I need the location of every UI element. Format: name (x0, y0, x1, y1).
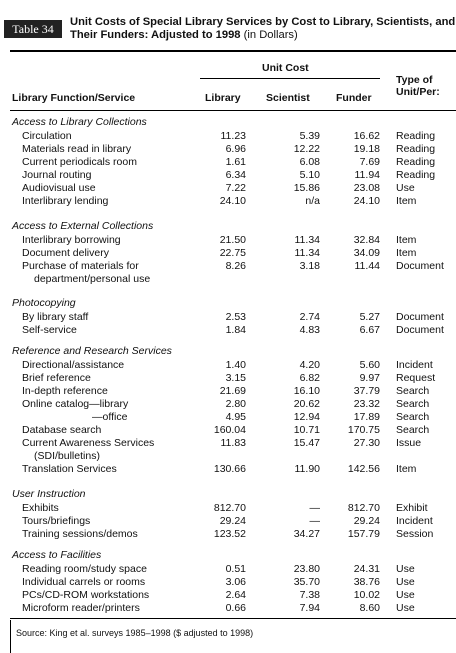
funder-cost: 5.27 (359, 311, 380, 323)
service-label: Current Awareness Services (22, 437, 155, 449)
unit-type: Issue (396, 437, 422, 449)
funder-cost: 6.67 (359, 324, 380, 336)
funder-cost: 11.94 (354, 169, 380, 181)
scientist-cost: 11.90 (294, 463, 320, 475)
unit-type: Search (396, 398, 430, 410)
section-heading: User Instruction (12, 488, 86, 500)
unit-type: Document (396, 324, 444, 336)
table-row (0, 398, 456, 411)
funder-cost: 7.69 (359, 156, 380, 168)
table-header (0, 0, 456, 44)
library-cost: 6.96 (225, 143, 246, 155)
service-label-continuation: department/personal use (34, 273, 151, 285)
library-cost: 1.40 (225, 359, 246, 371)
source-left-rule (10, 620, 11, 653)
unit-type: Item (396, 247, 417, 259)
service-label: Journal routing (22, 169, 92, 181)
section-heading: Access to Facilities (12, 549, 102, 561)
bottom-rule (10, 618, 456, 619)
library-cost: 21.69 (219, 385, 246, 397)
unit-type: Use (396, 563, 415, 575)
scientist-cost: 3.18 (299, 260, 320, 272)
table-row (0, 195, 456, 208)
scientist-cost: — (309, 502, 320, 514)
service-label: Tours/briefings (22, 515, 91, 527)
funder-cost: 142.56 (347, 463, 380, 475)
unit-type: Incident (396, 359, 433, 371)
unit-type: Reading (396, 156, 436, 168)
section-heading: Reference and Research Services (12, 345, 172, 357)
scientist-cost: 23.80 (293, 563, 320, 575)
table-row (0, 260, 456, 273)
funder-cost: 17.89 (353, 411, 380, 423)
scientist-cost: 11.34 (294, 234, 320, 246)
service-label: Individual carrels or rooms (22, 576, 146, 588)
table-title-units: (in Dollars) (243, 29, 298, 41)
service-label: Brief reference (22, 372, 91, 384)
funder-cost: 38.76 (353, 576, 380, 588)
col-function-header: Library Function/Service (12, 92, 136, 104)
scientist-cost: 15.47 (293, 437, 320, 449)
table-row (0, 437, 456, 450)
funder-cost: 37.79 (353, 385, 380, 397)
col-library-header: Library (205, 92, 241, 104)
library-cost: 22.75 (219, 247, 246, 259)
table-row (0, 589, 456, 602)
scientist-cost: 34.27 (293, 528, 320, 540)
table-row (0, 234, 456, 247)
scientist-cost: 16.10 (293, 385, 320, 397)
header-rule (10, 110, 456, 111)
scientist-cost: 6.82 (299, 372, 320, 384)
unit-type: Exhibit (396, 502, 428, 514)
service-label: Online catalog—library (22, 398, 129, 410)
service-label: Interlibrary borrowing (22, 234, 121, 246)
funder-cost: 34.09 (353, 247, 380, 259)
scientist-cost: — (309, 515, 320, 527)
table-row (0, 143, 456, 156)
section-heading: Access to External Collections (12, 220, 154, 232)
funder-cost: 24.10 (353, 195, 380, 207)
library-cost: 1.61 (225, 156, 246, 168)
col-type-header-line1: Type of (396, 74, 433, 86)
unit-type: Use (396, 182, 415, 194)
service-label-continuation: (SDI/bulletins) (34, 450, 100, 462)
table-row (0, 515, 456, 528)
funder-cost: 27.30 (353, 437, 380, 449)
scientist-cost: 2.74 (299, 311, 320, 323)
table-row (0, 602, 456, 615)
table-row (0, 372, 456, 385)
scientist-cost: n/a (305, 195, 320, 207)
unit-type: Document (396, 311, 444, 323)
funder-cost: 8.60 (359, 602, 380, 614)
table-row (0, 563, 456, 576)
table-row (0, 385, 456, 398)
service-label: Database search (22, 424, 102, 436)
unit-type: Reading (396, 130, 436, 142)
service-label: Training sessions/demos (22, 528, 138, 540)
funder-cost: 19.18 (353, 143, 380, 155)
service-label: Directional/assistance (22, 359, 125, 371)
service-label: Self-service (22, 324, 77, 336)
library-cost: 160.04 (213, 424, 246, 436)
scientist-cost: 4.20 (299, 359, 320, 371)
scientist-cost: 4.83 (299, 324, 320, 336)
table-row (0, 424, 456, 437)
unit-type: Search (396, 411, 430, 423)
funder-cost: 23.08 (353, 182, 380, 194)
table-row (0, 411, 456, 424)
service-label: In-depth reference (22, 385, 108, 397)
scientist-cost: 7.38 (299, 589, 320, 601)
library-cost: 0.51 (225, 563, 246, 575)
funder-cost: 16.62 (353, 130, 380, 142)
library-cost: 0.66 (225, 602, 246, 614)
library-cost: 1.84 (225, 324, 246, 336)
table-row (0, 528, 456, 541)
unit-type: Item (396, 234, 417, 246)
table-number-tag: Table 34 (4, 20, 62, 38)
service-label: Materials read in library (22, 143, 132, 155)
unit-cost-header: Unit Cost (262, 62, 309, 74)
scientist-cost: 15.86 (293, 182, 320, 194)
library-cost: 11.83 (220, 437, 246, 449)
unit-type: Incident (396, 515, 433, 527)
scientist-cost: 35.70 (293, 576, 320, 588)
table-row (0, 502, 456, 515)
unit-type: Search (396, 385, 430, 397)
table-row (0, 130, 456, 143)
scientist-cost: 5.39 (299, 130, 320, 142)
service-label: Audiovisual use (22, 182, 96, 194)
library-cost: 11.23 (220, 130, 246, 142)
unit-cost-underline (200, 78, 380, 79)
col-scientist-header: Scientist (266, 92, 310, 104)
service-label: Purchase of materials for (22, 260, 139, 272)
library-cost: 812.70 (213, 502, 246, 514)
table-row (0, 182, 456, 195)
table-row (0, 169, 456, 182)
table-row (0, 463, 456, 476)
library-cost: 6.34 (225, 169, 246, 181)
library-cost: 24.10 (219, 195, 246, 207)
service-label: Reading room/study space (22, 563, 147, 575)
scientist-cost: 11.34 (294, 247, 320, 259)
unit-type: Document (396, 260, 444, 272)
unit-type: Item (396, 195, 417, 207)
col-type-header-line2: Unit/Per: (396, 86, 440, 98)
scientist-cost: 20.62 (293, 398, 320, 410)
funder-cost: 24.31 (353, 563, 380, 575)
unit-type: Session (396, 528, 434, 540)
service-label: Circulation (22, 130, 72, 142)
col-funder-header: Funder (336, 92, 372, 104)
unit-type: Reading (396, 143, 436, 155)
library-cost: 4.95 (225, 411, 246, 423)
library-cost: 2.53 (225, 311, 246, 323)
top-rule (10, 50, 456, 52)
funder-cost: 5.60 (359, 359, 380, 371)
funder-cost: 29.24 (353, 515, 380, 527)
table-row (0, 359, 456, 372)
funder-cost: 812.70 (347, 502, 380, 514)
unit-type: Use (396, 576, 415, 588)
scientist-cost: 12.22 (293, 143, 320, 155)
library-cost: 3.06 (225, 576, 246, 588)
table-row (0, 247, 456, 260)
library-cost: 7.22 (225, 182, 246, 194)
funder-cost: 157.79 (347, 528, 380, 540)
service-label: Translation Services (22, 463, 117, 475)
funder-cost: 11.44 (354, 260, 380, 272)
source-note: Source: King et al. surveys 1985–1998 ($ adjusted to 1998) (16, 628, 254, 638)
unit-type: Use (396, 602, 415, 614)
scientist-cost: 5.10 (299, 169, 320, 181)
unit-type: Use (396, 589, 415, 601)
service-label: By library staff (22, 311, 89, 323)
scientist-cost: 12.94 (293, 411, 320, 423)
library-cost: 130.66 (213, 463, 246, 475)
service-label: Exhibits (22, 502, 59, 514)
scientist-cost: 10.71 (293, 424, 320, 436)
funder-cost: 10.02 (353, 589, 380, 601)
service-label: PCs/CD-ROM workstations (22, 589, 150, 601)
library-cost: 29.24 (219, 515, 246, 527)
library-cost: 123.52 (213, 528, 246, 540)
funder-cost: 9.97 (359, 372, 380, 384)
funder-cost: 32.84 (353, 234, 380, 246)
table-row (0, 156, 456, 169)
library-cost: 21.50 (219, 234, 246, 246)
library-cost: 3.15 (225, 372, 246, 384)
section-heading: Access to Library Collections (12, 116, 147, 128)
service-label: Current periodicals room (22, 156, 137, 168)
section-heading: Photocopying (12, 297, 76, 309)
table-title-main: Unit Costs of Special Library Services by Cost to Library, Scientists, and Their Funders: Adjusted to 1998 (70, 16, 456, 41)
table-row (0, 324, 456, 337)
unit-type: Search (396, 424, 430, 436)
unit-type: Item (396, 463, 417, 475)
service-label: Document delivery (22, 247, 109, 259)
library-cost: 8.26 (225, 260, 246, 272)
service-label: Microform reader/printers (22, 602, 140, 614)
service-label: —office (92, 411, 128, 423)
library-cost: 2.80 (225, 398, 246, 410)
funder-cost: 170.75 (347, 424, 380, 436)
library-cost: 2.64 (225, 589, 246, 601)
table-row (0, 311, 456, 324)
table-row (0, 576, 456, 589)
unit-type: Reading (396, 169, 436, 181)
funder-cost: 23.32 (353, 398, 380, 410)
service-label: Interlibrary lending (22, 195, 109, 207)
scientist-cost: 7.94 (299, 602, 320, 614)
table-title (70, 16, 456, 42)
scientist-cost: 6.08 (299, 156, 320, 168)
unit-type: Request (396, 372, 436, 384)
